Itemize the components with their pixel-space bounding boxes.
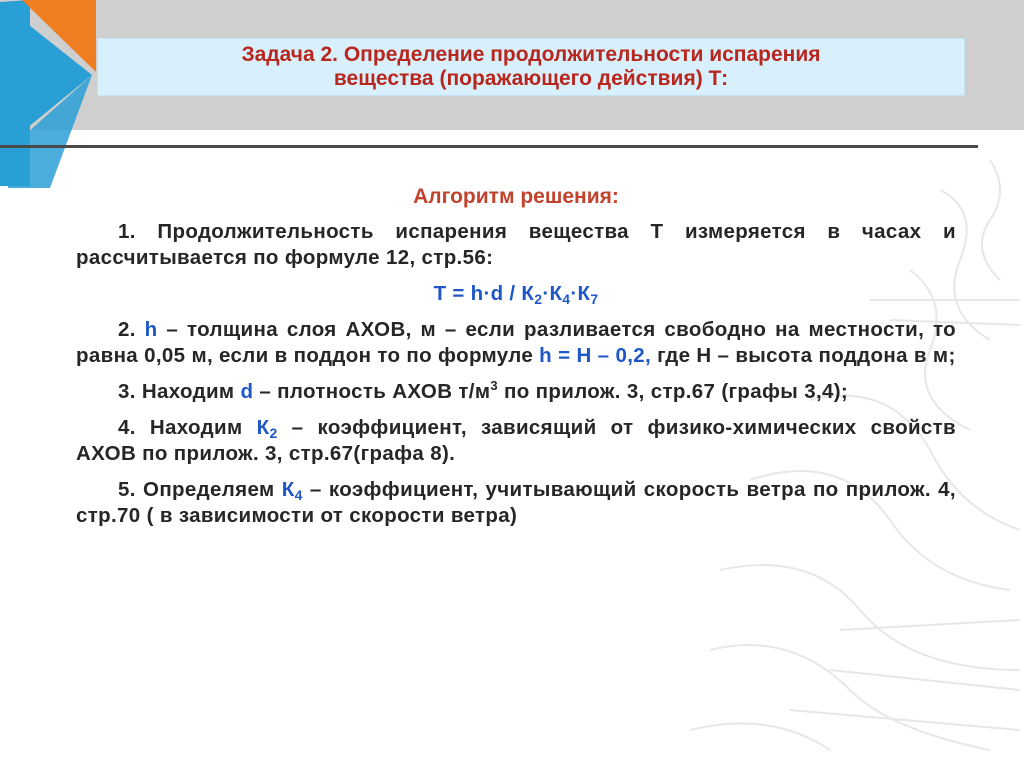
step-4-subscript: 2 (269, 425, 278, 441)
formula-sub-3: 7 (590, 291, 599, 307)
step-2-prefix: 2. (118, 318, 145, 341)
step-5-prefix: 5. Определяем (118, 478, 282, 501)
header-divider (0, 145, 978, 148)
content-area (76, 184, 956, 539)
formula-part-2: ·К (542, 282, 563, 305)
formula-sub-1: 2 (534, 291, 543, 307)
step-3-variable: d (240, 380, 254, 403)
step-2-text-1: – толщина слоя АХОВ, м – если разливается свободно на местности, то равна 0,05 м, если в поддон то по формуле (76, 318, 956, 367)
main-formula (76, 281, 956, 307)
step-4-paragraph (76, 415, 956, 467)
formula-sub-2: 4 (562, 291, 571, 307)
step-2-formula: h = H – 0,2, (539, 344, 652, 367)
step-2-variable: h (144, 318, 158, 341)
step-5-text: – коэффициент, учитывающий скорость ветра по прилож. 4, стр.70 ( в зависимости от скорости ветра) (76, 478, 956, 527)
step-3-paragraph (76, 379, 956, 405)
step-3-prefix: 3. Находим (118, 380, 241, 403)
step-3-text-2: по прилож. 3, стр.67 (графы 3,4); (497, 380, 849, 403)
step-4-variable: К (256, 416, 270, 439)
slide-title: Задача 2. Определение продолжительности испарения вещества (поражающего действия) Т: (241, 43, 821, 90)
step-2-paragraph (76, 317, 956, 369)
step-4-text: – коэффициент, зависящий от физико-химических свойств АХОВ по прилож. 3, стр.67(графа 8). (76, 416, 957, 465)
step-5-variable: К (281, 478, 295, 501)
formula-part-3: ·К (570, 282, 591, 305)
formula-part-1: Т = h·d / К (433, 282, 535, 305)
step-2-text-2: где Н – высота поддона в м; (651, 344, 956, 367)
step-5-paragraph (76, 477, 956, 529)
step-5-subscript: 4 (294, 487, 303, 503)
step-4-prefix: 4. Находим (118, 416, 257, 439)
title-box (97, 38, 965, 96)
step-3-superscript: 3 (490, 378, 498, 393)
step-1-paragraph (76, 219, 956, 271)
step-1-text: 1. Продолжительность испарения вещества Т измеряется в часах и рассчитывается по формуле 12, стр.56: (76, 220, 956, 269)
step-3-text-1: – плотность АХОВ т/м (253, 380, 491, 403)
algorithm-heading: Алгоритм решения: (413, 185, 619, 208)
